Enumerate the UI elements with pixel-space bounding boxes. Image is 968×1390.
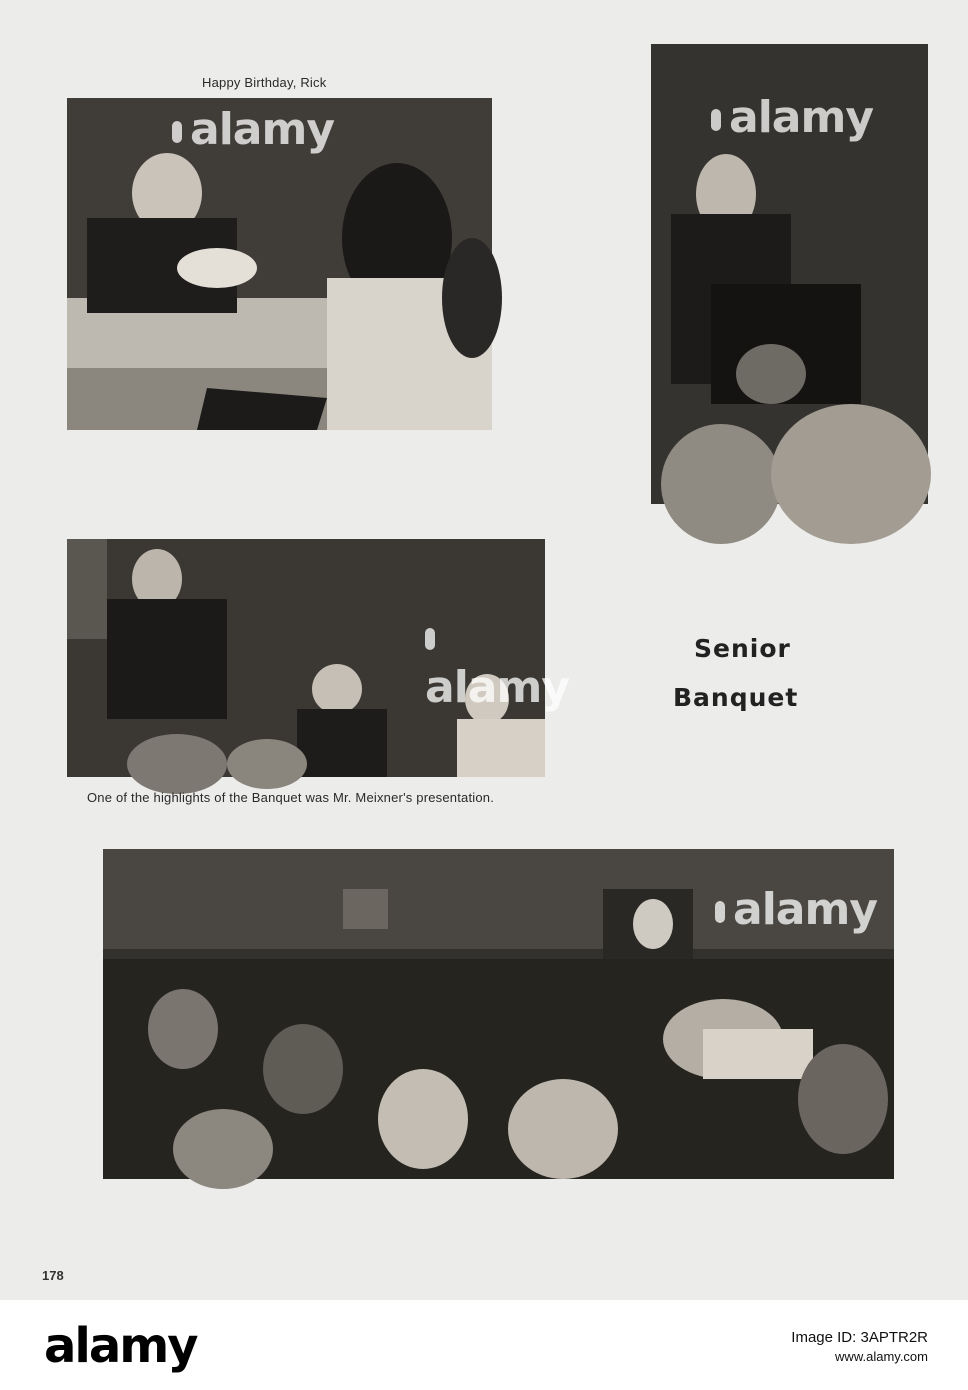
photo-speaker-podium: [651, 44, 928, 504]
photo-presentation: [67, 539, 569, 777]
photo-birthday-cake: [67, 98, 492, 430]
site-url: www.alamy.com: [835, 1349, 928, 1364]
image-info: [791, 1328, 928, 1366]
page-number: 178: [42, 1268, 64, 1283]
watermark: alamy: [711, 92, 873, 143]
watermark: alamy: [172, 104, 334, 155]
alamy-logo: alamy: [44, 1318, 197, 1374]
photo-banquet-hall: [103, 849, 894, 1179]
watermark: alamy: [715, 884, 877, 935]
photo-caption-presentation: One of the highlights of the Banquet was Mr. Meixner's presentation.: [87, 790, 495, 805]
page-title-line1: Senior: [694, 634, 791, 663]
page-title-line2: Banquet: [673, 683, 799, 712]
watermark: alamy: [425, 611, 569, 713]
image-id: Image ID: 3APTR2R: [791, 1329, 928, 1346]
photo-caption-birthday: Happy Birthday, Rick: [202, 75, 327, 90]
footer-bar: [0, 1300, 968, 1390]
